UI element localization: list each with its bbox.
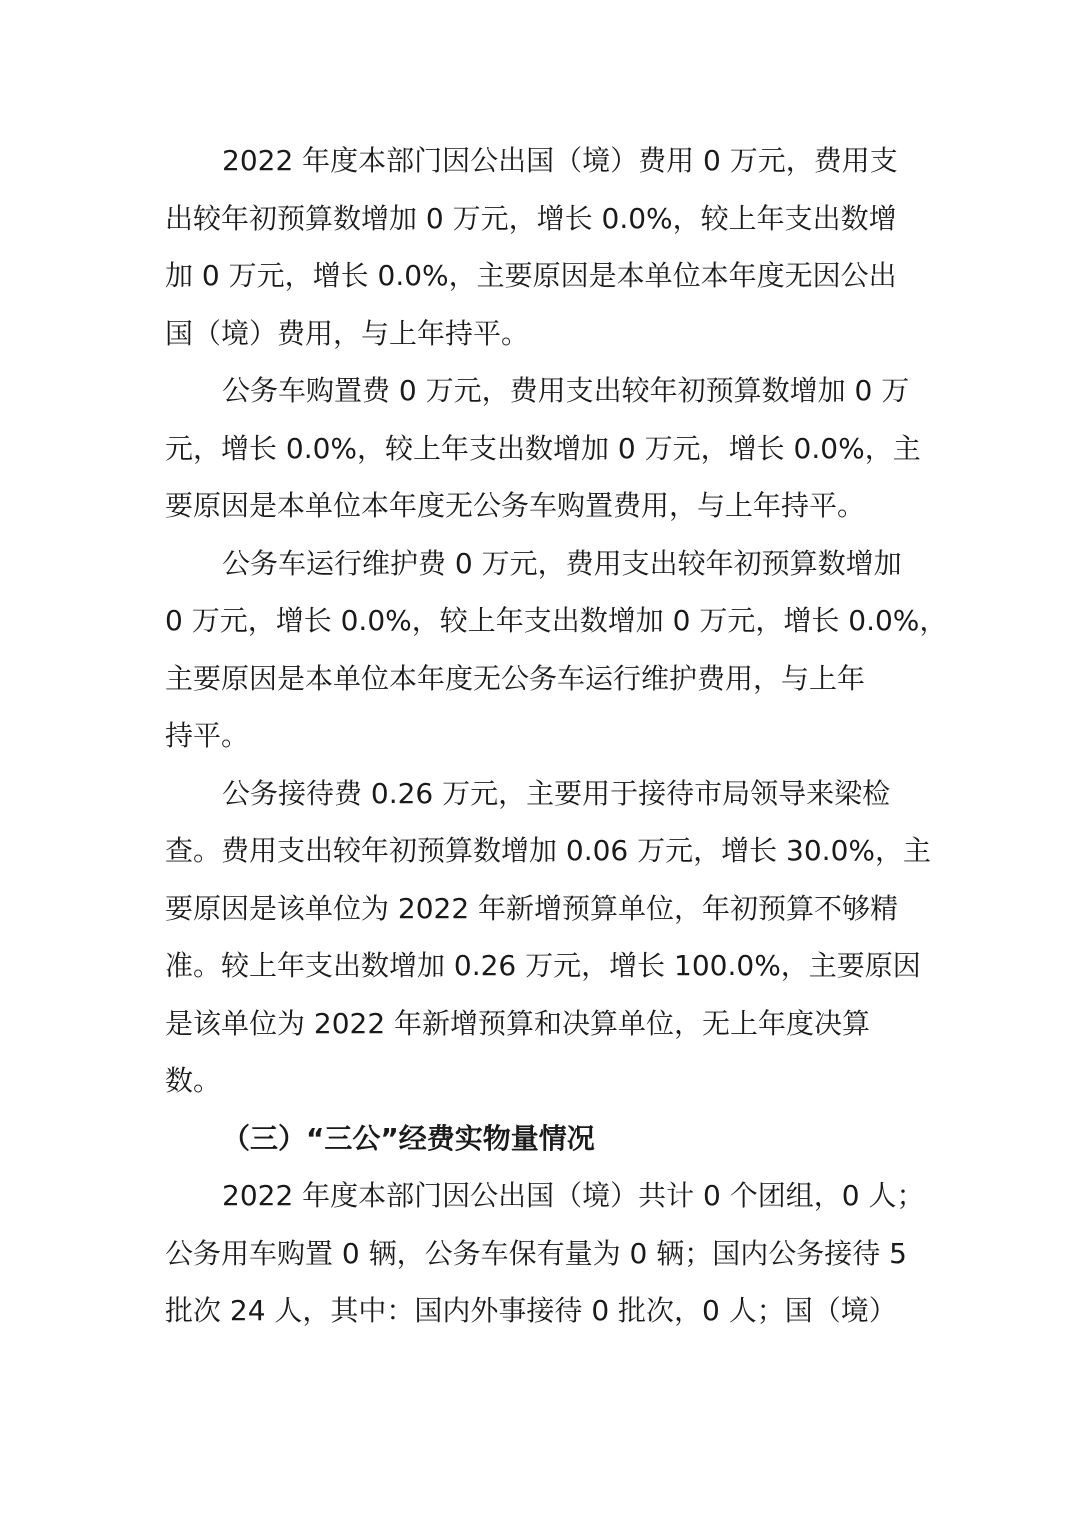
paragraph-line: 加 0 万元，增长 0.0%，主要原因是本单位本年度无因公出 <box>165 259 897 292</box>
section-heading: （三）“三公”经费实物量情况 <box>222 1121 595 1155</box>
paragraph-line: 公务用车购置 0 辆，公务车保有量为 0 辆；国内公务接待 5 <box>165 1236 907 1270</box>
paragraph-line: 查。费用支出较年初预算数增加 0.06 万元，增长 30.0%，主 <box>165 834 931 867</box>
paragraph-line: 国（境）费用，与上年持平。 <box>165 316 530 350</box>
paragraph-line: 数。 <box>165 1064 222 1097</box>
paragraph-line: 元，增长 0.0%，较上年支出数增加 0 万元，增长 0.0%，主 <box>165 431 921 465</box>
paragraph-line: 要原因是本单位本年度无公务车购置费用，与上年持平。 <box>165 489 866 522</box>
paragraph-line: 2022 年度本部门因公出国（境）费用 0 万元，费用支 <box>222 144 898 177</box>
paragraph-line: 要原因是该单位为 2022 年新增预算单位，年初预算不够精 <box>165 891 899 925</box>
paragraph-line: 主要原因是本单位本年度无公务车运行维护费用，与上年 <box>165 661 866 695</box>
paragraph-line: 公务车购置费 0 万元，费用支出较年初预算数增加 0 万 <box>222 374 910 407</box>
paragraph-line: 出较年初预算数增加 0 万元，增长 0.0%，较上年支出数增 <box>165 201 897 235</box>
paragraph-line: 0 万元，增长 0.0%，较上年支出数增加 0 万元，增长 0.0%， <box>165 604 948 637</box>
paragraph-line: 公务车运行维护费 0 万元，费用支出较年初预算数增加 <box>222 546 902 580</box>
paragraph-line: 准。较上年支出数增加 0.26 万元，增长 100.0%，主要原因 <box>165 949 921 982</box>
paragraph-line: 批次 24 人，其中：国内外事接待 0 批次，0 人；国（境） <box>165 1294 897 1327</box>
body-text <box>165 132 948 1340</box>
paragraph-line: 公务接待费 0.26 万元，主要用于接待市局领导来梁检 <box>222 776 891 810</box>
paragraph-line: 2022 年度本部门因公出国（境）共计 0 个团组，0 人； <box>222 1179 925 1212</box>
paragraph-line: 是该单位为 2022 年新增预算和决算单位，无上年度决算 <box>165 1006 871 1040</box>
paragraph-line: 持平。 <box>165 719 250 752</box>
